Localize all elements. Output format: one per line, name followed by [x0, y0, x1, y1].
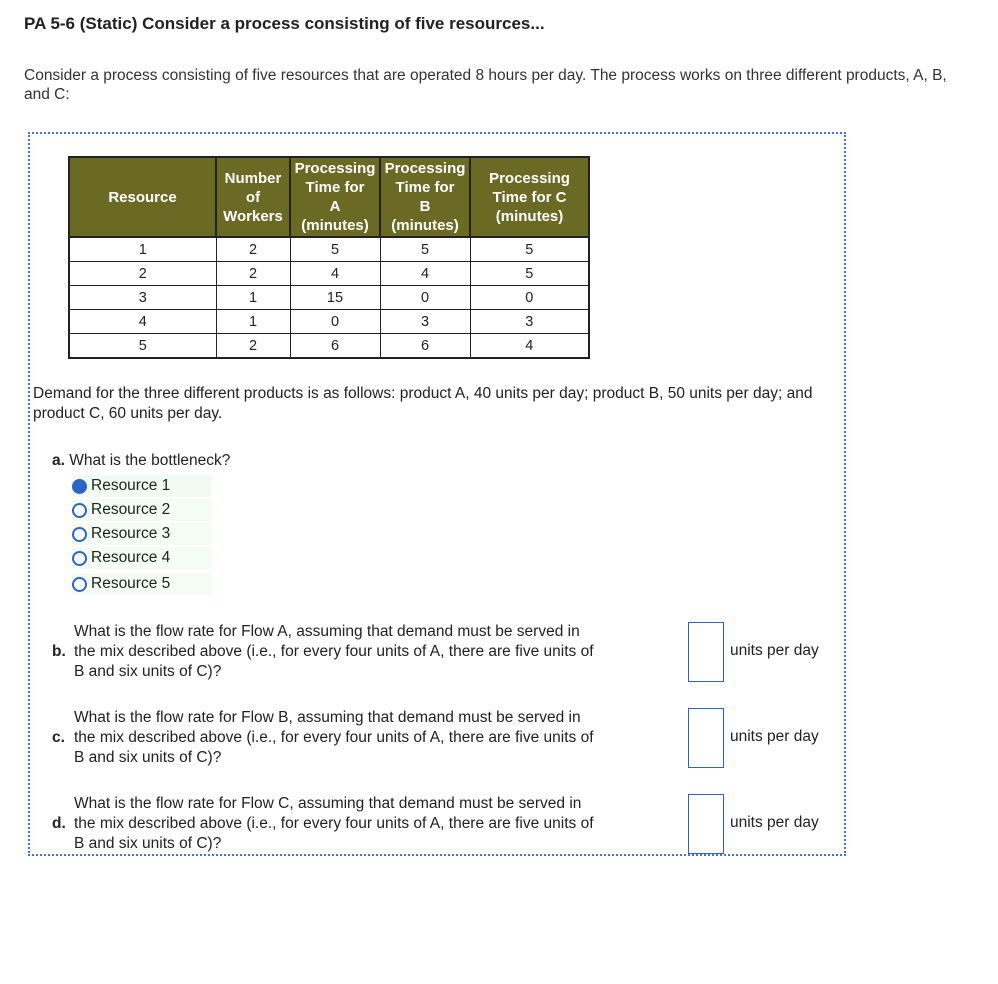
table-cell: 5: [470, 237, 589, 262]
option-resource-2[interactable]: [72, 499, 212, 521]
table-cell: 3: [380, 310, 470, 334]
question-text-line: B and six units of C)?: [74, 663, 222, 680]
table-cell: 2: [69, 262, 216, 286]
question-text-line: What is the flow rate for Flow A, assuming that demand must be served in: [74, 623, 580, 640]
unit-label: units per day: [730, 814, 819, 831]
question-a-text: What is the bottleneck?: [69, 452, 231, 469]
question-letter: d.: [52, 815, 66, 832]
question-text-line: B and six units of C)?: [74, 749, 222, 766]
radio-button[interactable]: [72, 479, 87, 494]
question-a-letter: a.: [52, 452, 65, 469]
radio-button[interactable]: [72, 577, 87, 592]
table-row: [69, 310, 589, 334]
question-letter: b.: [52, 643, 66, 660]
table-cell: 2: [216, 334, 290, 359]
option-label: Resource 2: [91, 501, 171, 518]
radio-button[interactable]: [72, 503, 87, 518]
table-cell: 6: [380, 334, 470, 359]
option-resource-4[interactable]: [72, 547, 212, 569]
question-text-line: the mix described above (i.e., for every four units of A, there are five units of: [74, 815, 594, 832]
header-time-a: Processing Time for A (minutes): [290, 157, 380, 237]
table-cell: 4: [69, 310, 216, 334]
table-cell: 15: [290, 286, 380, 310]
answer-input-d[interactable]: [688, 794, 724, 854]
question-text-line: the mix described above (i.e., for every four units of A, there are five units of: [74, 729, 594, 746]
table-cell: 5: [69, 334, 216, 359]
option-label: Resource 1: [91, 477, 171, 494]
question-c: [52, 708, 682, 770]
header-workers: Number of Workers: [216, 157, 290, 237]
radio-button[interactable]: [72, 551, 87, 566]
demand-text: Demand for the three different products is as follows: product A, 40 units per day; product B, 50 units per day; and product C, 60 units per day.: [33, 385, 813, 422]
table-cell: 0: [380, 286, 470, 310]
table-cell: 6: [290, 334, 380, 359]
table-cell: 2: [216, 237, 290, 262]
table-cell: 5: [380, 237, 470, 262]
table-cell: 0: [470, 286, 589, 310]
table-cell: 4: [380, 262, 470, 286]
option-label: Resource 5: [91, 575, 171, 592]
option-resource-5[interactable]: [72, 573, 212, 595]
question-letter: c.: [52, 729, 65, 746]
answer-input-c[interactable]: [688, 708, 724, 768]
option-resource-1[interactable]: [72, 475, 212, 497]
question-d: [52, 794, 682, 856]
table-cell: 3: [470, 310, 589, 334]
table-cell: 5: [470, 262, 589, 286]
option-label: Resource 4: [91, 549, 171, 566]
table-cell: 1: [69, 237, 216, 262]
table-cell: 3: [69, 286, 216, 310]
table-cell: 1: [216, 310, 290, 334]
option-label: Resource 3: [91, 525, 171, 542]
table-cell: 0: [290, 310, 380, 334]
resource-table: [68, 156, 590, 359]
question-text-line: the mix described above (i.e., for every four units of A, there are five units of: [74, 643, 594, 660]
question-text-line: B and six units of C)?: [74, 835, 222, 852]
table-cell: 4: [290, 262, 380, 286]
table-cell: 2: [216, 262, 290, 286]
question-text-line: What is the flow rate for Flow B, assuming that demand must be served in: [74, 709, 581, 726]
table-cell: 4: [470, 334, 589, 359]
radio-button[interactable]: [72, 527, 87, 542]
question-b: [52, 622, 682, 684]
header-time-c: Processing Time for C (minutes): [470, 157, 589, 237]
question-a: [52, 452, 230, 470]
unit-label: units per day: [730, 642, 819, 659]
intro-text: Consider a process consisting of five resources that are operated 8 hours per day. The process works on three different products, A, B, and C:: [24, 67, 947, 103]
unit-label: units per day: [730, 728, 819, 745]
answer-input-b[interactable]: [688, 622, 724, 682]
header-time-b: Processing Time for B (minutes): [380, 157, 470, 237]
table-row: [69, 237, 589, 262]
table-row: [69, 262, 589, 286]
table-cell: 5: [290, 237, 380, 262]
table-row: [69, 334, 589, 359]
header-resource: Resource: [69, 157, 216, 237]
option-resource-3[interactable]: [72, 523, 212, 545]
page-title: PA 5-6 (Static) Consider a process consisting of five resources...: [24, 14, 545, 33]
table-row: [69, 286, 589, 310]
table-cell: 1: [216, 286, 290, 310]
question-text-line: What is the flow rate for Flow C, assuming that demand must be served in: [74, 795, 582, 812]
